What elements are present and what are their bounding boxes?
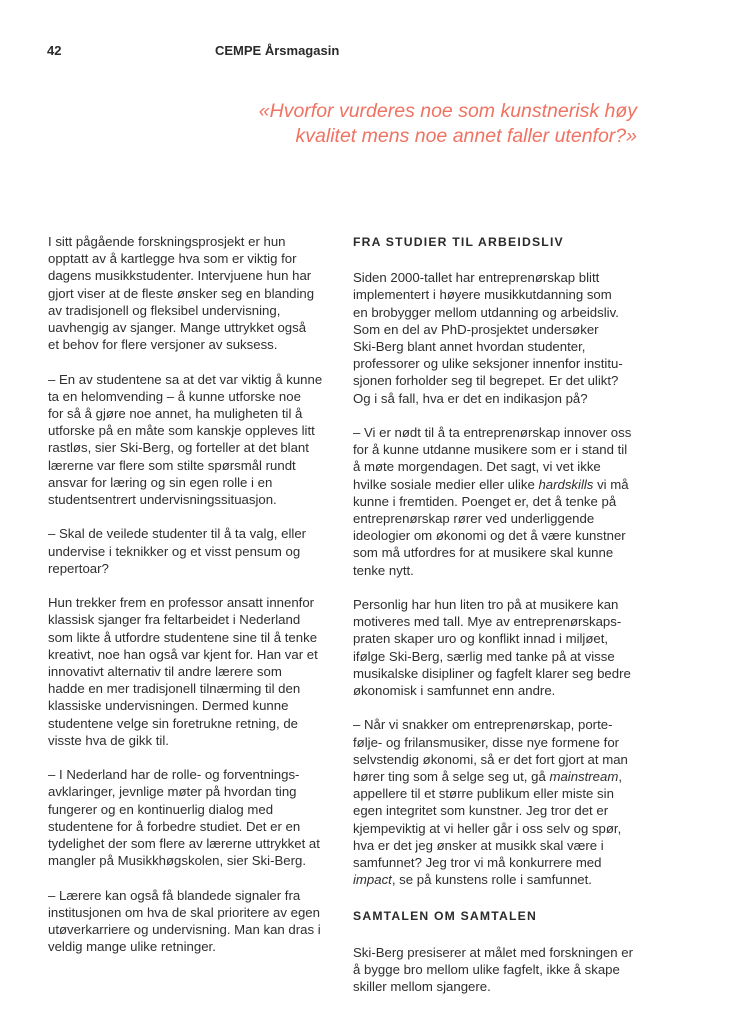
left-column [48,233,348,973]
text-line: rastløs, sier Ski-Berg, og forteller at det blant [48,440,309,456]
text-line: – Lærere kan også få blandede signaler fra [48,887,301,903]
text-line: sjonen forholder seg til begrepet. Er det ulikt? [353,373,619,389]
text-line: kunne i fremtiden. Poenget er, det å tenke på [353,493,617,509]
text-line: ifølge Ski-Berg, særlig med tanke på at visse [353,648,615,664]
text-line: Siden 2000-tallet har entreprenørskap blitt [353,270,600,286]
text-line: musikalske disipliner og fagfelt klarer seg bedre [353,665,631,681]
paragraph [353,596,673,699]
text-line: klassisk sjanger fra feltarbeidet i Nederland [48,612,301,628]
text-line: – En av studentene sa at det var viktig å kunne [48,371,323,387]
text-line: hører ting som å selge seg ut, gå mainstream, [353,769,623,785]
text-line: lærerne var flere som stilte spørsmål rundt [48,457,296,473]
text-line: hvilke sosiale medier eller ulike hardskills vi må [353,476,629,492]
text-line: Som en del av PhD-prosjektet undersøker [353,321,599,337]
text-line: å møte morgendagen. Det sagt, vi vet ikke [353,459,601,475]
text-line: uavhengig av sjanger. Mange uttrykket også [48,320,307,336]
page-number: 42 [47,43,62,58]
text-line: professorer og ulike seksjoner innenfor institu- [353,356,623,372]
text-line: gjort viser at de fleste ønsker seg en blanding [48,285,315,301]
text-line: tydelighet der som flere av lærerne uttrykket at [48,836,320,852]
text-line: tenke nytt. [353,562,414,578]
magazine-title: CEMPE Årsmagasin [215,43,340,58]
paragraph [48,594,348,749]
text-line: samfunnet? Jeg tror vi må konkurrere med [353,855,602,871]
text-line: hva er det jeg ønsker at musikk skal være i [353,837,604,853]
text-line: Personlig har hun liten tro på at musikere kan [353,597,619,613]
text-line: repertoar? [48,560,109,576]
text-line: avklaringer, jevnlige møter på hvordan ting [48,784,297,800]
text-line: ansvar for læring og sin egen rolle i en [48,474,273,490]
text-line: egen integritet som kunstner. Jeg tror det er [353,803,609,819]
text-line: opptatt av å kartlegge hva som er viktig for [48,251,297,267]
text-line: som likte å utfordre studentene sine til å tenke [48,629,318,645]
text-line: utforske på en måte som kanskje oppleves litt [48,423,315,439]
text-line: ta en helomvending – å kunne utforske noe [48,388,301,404]
paragraph [353,716,673,888]
text-line: å bygge bro mellom ulike fagfelt, ikke å skape [353,961,620,977]
emphasis-text: hardskills [538,476,594,492]
text-line: Ski-Berg blant annet hvordan studenter, [353,339,586,355]
text-line: appellere til et større publikum eller miste sin [353,786,614,802]
text-line: økonomisk i samfunnet enn andre. [353,683,556,699]
text-line: – I Nederland har de rolle- og forventnings- [48,767,300,783]
emphasis-text: impact [353,872,392,888]
text-line: for å kunne utdanne musikere som er i stand til [353,442,628,458]
text-line: veldig mange ulike retninger. [48,939,216,955]
text-line: følje- og frilansmusiker, disse nye formene for [353,734,620,750]
text-line: ideologier om økonomi og det å være kunstner [353,528,626,544]
text-line: mangler på Musikkhøgskolen, sier Ski-Berg. [48,853,306,869]
text-line: dagens musikkstudenter. Intervjuene hun har [48,268,312,284]
paragraph [353,944,673,996]
pull-quote-line: «Hvorfor vurderes noe som kunstnerisk høy [258,100,637,122]
text-line: skiller mellom sjangere. [353,979,491,995]
section-samtalen [353,944,673,996]
paragraph [353,424,673,579]
text-line: studentene velge sin foretrukne retning, de [48,715,298,731]
text-line: som må utfordres for at musikere skal kunne [353,545,614,561]
text-line: motiveres med tall. Mye av entreprenørskaps- [353,614,622,630]
text-line: innovativt alternativ til andre lærere som [48,664,282,680]
text-line: impact, se på kunstens rolle i samfunnet. [353,872,592,888]
text-line: kreativt, noe han også var kjent for. Han var et [48,646,318,662]
text-line: Ski-Berg presiserer at målet med forskningen er [353,944,633,960]
text-line: I sitt pågående forskningsprosjekt er hun [48,234,286,249]
text-line: Hun trekker frem en professor ansatt innenfor [48,595,315,611]
text-line: for så å gjøre noe annet, ha muligheten til å [48,406,303,422]
text-line: hadde en mer tradisjonell tilnærming til den [48,681,301,697]
text-line: undervise i teknikker og et visst pensum og [48,543,301,559]
text-line: en brobygger mellom utdanning og arbeidsliv. [353,304,619,320]
pull-quote-line: kvalitet mens noe annet faller utenfor?» [295,125,637,147]
paragraph [48,233,348,353]
text-line: kjempeviktig at vi heller går i oss selv og spør, [353,820,622,836]
text-line: av tradisjonell og fleksibel undervisning, [48,302,281,318]
text-line: utøverkarriere og undervisning. Man kan dras i [48,922,321,938]
text-line: studentsentrert undervisningssituasjon. [48,492,277,508]
section-heading-studier-arbeidsliv: FRA STUDIER TIL ARBEIDSLIV [353,235,564,249]
text-line: et behov for flere versjoner av suksess. [48,337,278,353]
text-line: studentene for å forbedre studiet. Det er en [48,818,301,834]
paragraph [353,269,673,407]
section-studier-arbeidsliv [353,269,673,888]
text-line: entreprenørskap rører ved underliggende [353,511,595,527]
paragraph [48,766,348,869]
right-column [353,234,673,1012]
text-line: – Skal de veilede studenter til å ta valg, eller [48,526,307,542]
paragraph [48,525,348,577]
text-line: institusjonen om hva de skal prioritere av egen [48,904,320,920]
paragraph [48,371,348,509]
text-line: implementert i høyere musikkutdanning som [353,287,612,303]
text-line: visste hva de gikk til. [48,732,169,748]
text-line: Og i så fall, hva er det en indikasjon på? [353,390,588,406]
pull-quote [167,99,637,149]
text-line: – Vi er nødt til å ta entreprenørskap innover oss [353,425,632,441]
text-line: selvstendig økonomi, så er det fort gjort at man [353,751,628,767]
text-line: klassiske undervisningen. Dermed kunne [48,698,289,714]
emphasis-text: mainstream [549,769,619,785]
section-heading-samtalen: SAMTALEN OM SAMTALEN [353,909,538,924]
text-line: fungerer og en kontinuerlig dialog med [48,801,274,817]
text-line: praten skaper uro og konflikt innad i miljøet, [353,631,609,647]
text-line: – Når vi snakker om entreprenørskap, porte- [353,717,613,733]
paragraph [48,887,348,956]
